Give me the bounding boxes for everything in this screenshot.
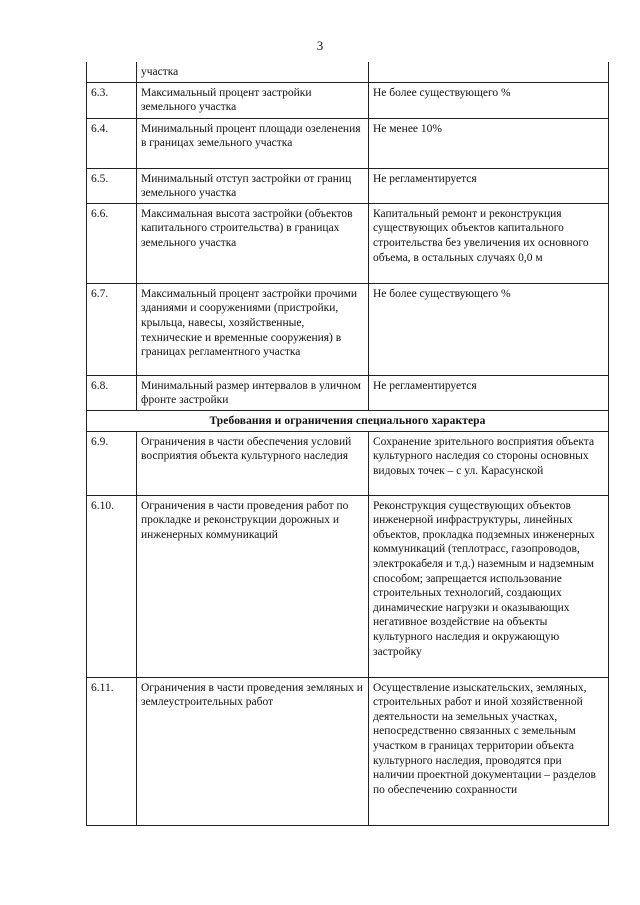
parameter-value: Не менее 10% [369, 118, 609, 168]
table-row [87, 82, 609, 118]
row-number: 6.6. [87, 203, 137, 283]
parameter-name: Максимальный процент застройки земельного участка [137, 82, 369, 118]
section-title: Требования и ограничения специального характера [87, 410, 609, 431]
parameter-value [369, 62, 609, 82]
table-section-header [87, 410, 609, 431]
parameter-value: Не регламентируется [369, 168, 609, 203]
parameter-value: Капитальный ремонт и реконструкция существующих объектов капитального строительства без увеличения их основного объема, в остальных случаях 0,0 м [369, 203, 609, 283]
parameter-name: Ограничения в части проведения работ по прокладке и реконструкции дорожных и инженерных коммуникаций [137, 495, 369, 677]
row-number: 6.11. [87, 677, 137, 825]
parameter-value: Сохранение зрительного восприятия объекта культурного наследия со стороны основных видовых точек – с ул. Карасунской [369, 431, 609, 495]
table-row [87, 62, 609, 82]
table-row [87, 431, 609, 495]
table-row [87, 283, 609, 375]
parameter-value: Осуществление изыскательских, земляных, строительных работ и иной хозяйственной деятельности на земельных участках, непосредственно связанных с земельным участком в границах территории объекта культурного наследия, проводятся при наличии проектной документации – разделов по обеспечению сохранности [369, 677, 609, 825]
parameter-value: Реконструкция существующих объектов инженерной инфраструктуры, линейных объектов, прокладка подземных инженерных коммуникаций (теплотрасс, газопроводов, электрокабеля и т.д.) наземным и надземным способом; запрещается использование строительных технологий, создающих динамические нагрузки и оказывающих негативное воздействие на объекты культурного наследия и окружающую застройку [369, 495, 609, 677]
table-body-special-requirements [87, 431, 609, 825]
row-number: 6.7. [87, 283, 137, 375]
page-number: 3 [316, 38, 324, 53]
row-number: 6.8. [87, 375, 137, 410]
parameter-name: Ограничения в части обеспечения условий восприятия объекта культурного наследия [137, 431, 369, 495]
section-row [87, 410, 609, 431]
row-number: 6.10. [87, 495, 137, 677]
parameter-name: Минимальный размер интервалов в уличном фронте застройки [137, 375, 369, 410]
parameter-name: Минимальный процент площади озеленения в границах земельного участка [137, 118, 369, 168]
parameter-name: Максимальная высота застройки (объектов капитального строительства) в границах земельного участка [137, 203, 369, 283]
parameter-name: Минимальный отступ застройки от границ земельного участка [137, 168, 369, 203]
parameter-name: Ограничения в части проведения земляных и землеустроительных работ [137, 677, 369, 825]
row-number [87, 62, 137, 82]
row-number: 6.9. [87, 431, 137, 495]
parameter-name: Максимальный процент застройки прочими зданиями и сооружениями (пристройки, крыльца, навесы, хозяйственные, технические и временные сооружения) в границах регламентного участка [137, 283, 369, 375]
table-row [87, 203, 609, 283]
table-row [87, 495, 609, 677]
regulation-table [86, 62, 609, 826]
table-row [87, 118, 609, 168]
row-number: 6.4. [87, 118, 137, 168]
table-row [87, 168, 609, 203]
table-row [87, 677, 609, 825]
row-number: 6.5. [87, 168, 137, 203]
parameter-name: участка [137, 62, 369, 82]
table-row [87, 375, 609, 410]
table-body-parameters [87, 62, 609, 410]
parameter-value: Не более существующего % [369, 283, 609, 375]
row-number: 6.3. [87, 82, 137, 118]
parameter-value: Не более существующего % [369, 82, 609, 118]
parameter-value: Не регламентируется [369, 375, 609, 410]
